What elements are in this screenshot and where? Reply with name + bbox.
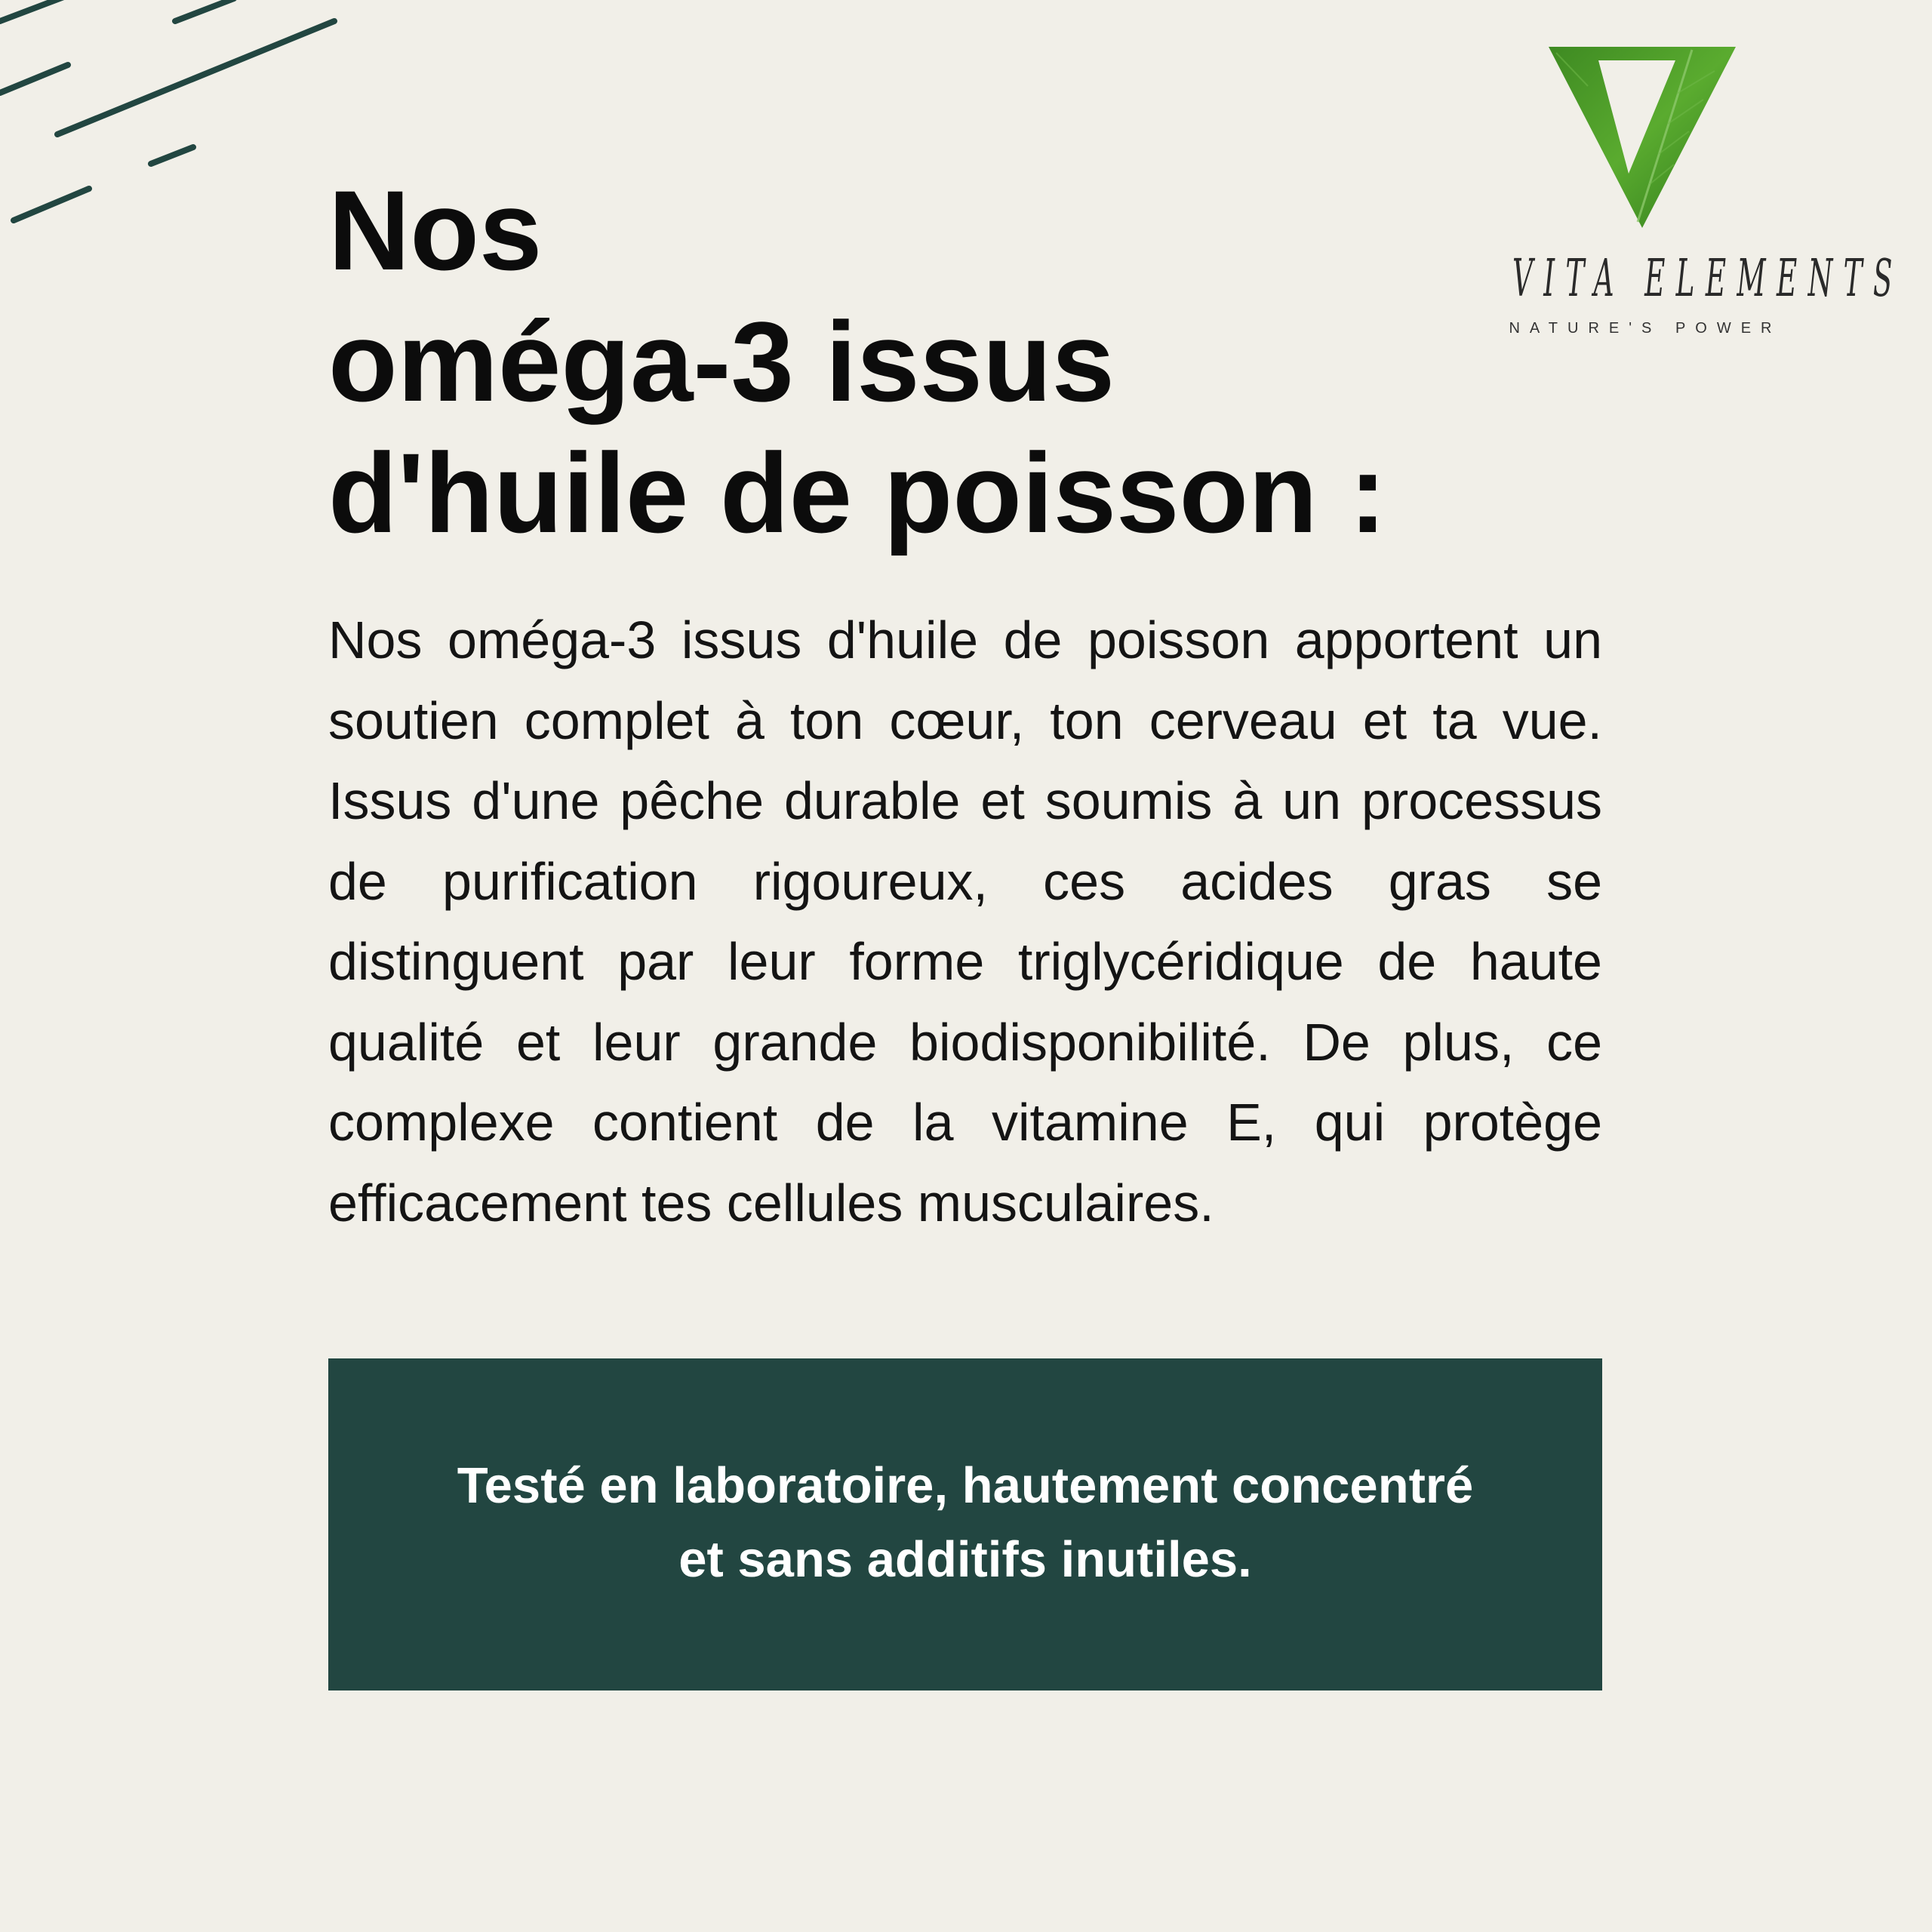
title-line-1: Nos: [328, 167, 543, 294]
diagonal-lines-decoration: [0, 0, 362, 242]
body-paragraph: Nos oméga-3 issus d'huile de poisson apportent un soutien complet à ton cœur, ton cerveau et ta vue. Issus d'une pêche durable et soumis à un processus de purification rigoureux, ces acides gras se distinguent par leur forme triglycéridique de haute qualité et leur grande biodisponibilité. De plus, ce complexe contient de la vitamine E, qui protège efficacement tes cellules musculaires.: [328, 611, 1602, 1232]
callout-box: [328, 1358, 1602, 1690]
brand-tagline: NATURE'S POWER: [1509, 320, 1782, 337]
callout-line-1: Testé en laboratoire, hautement concentré: [457, 1457, 1474, 1514]
brand-name: VITA ELEMENTS: [1512, 249, 1903, 309]
title-line-3: d'huile de poisson :: [328, 429, 1387, 556]
callout-text: [328, 1449, 1602, 1597]
title-line-2: oméga-3 issus: [328, 298, 1115, 425]
callout-line-2: et sans additifs inutiles.: [678, 1531, 1252, 1588]
page-title: [328, 165, 1611, 558]
